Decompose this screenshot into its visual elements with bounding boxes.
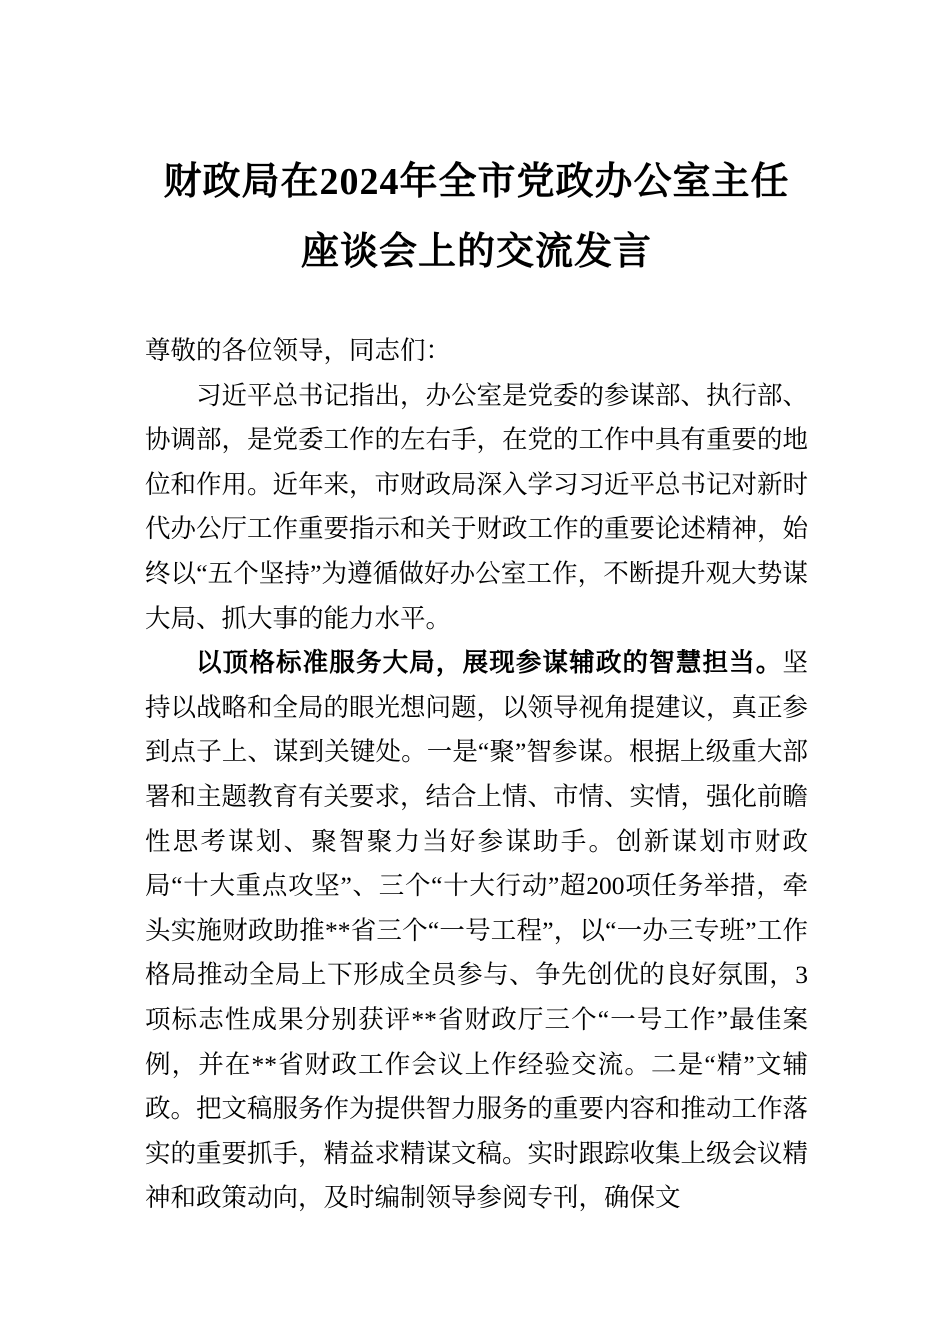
salutation-paragraph: 尊敬的各位领导，同志们： xyxy=(145,336,452,365)
document-title: 财政局在2024年全市党政办公室主任座谈会上的交流发言 xyxy=(163,161,790,273)
intro-paragraph: 习近平总书记指出，办公室是党委的参谋部、执行部、协调部，是党委工作的左右手，在党的工作中具有重要的地位和作用。近年来，市财政局深入学习习近平总书记对新时代办公厅工作重要指示和关于财政工作的重要论述精神，始终以“五个坚持”为遵循做好办公室工作，不断提升观大势谋大局、抓大事的能力水平。 xyxy=(145,380,809,633)
section-1-paragraph xyxy=(145,641,808,1221)
section-1-text: 坚持以战略和全局的眼光想问题，以领导视角提建议，真正参到点子上、谋到关键处。一是“聚”智参谋。根据上级重大部署和主题教育有关要求，结合上情、市情、实情，强化前瞻性思考谋划、聚智聚力当好参谋助手。创新谋划市财政局“十大重点攻坚”、三个“十大行动”超200项任务举措，牵头实施财政助推**省三个“一号工程”，以“一办三专班”工作格局推动全局上下形成全员参与、争先创优的良好氛围，3项标志性成果分别获评**省财政厅三个“一号工作”最佳案例，并在**省财政工作会议上作经验交流。二是“精”文辅政。把文稿服务作为提供智力服务的重要内容和推动工作落实的重要抓手，精益求精谋文稿。实时跟踪收集上级会议精神和政策动向，及时编制领导参阅专刊，确保文 xyxy=(145,648,809,1213)
section-1-heading: 以顶格标准服务大局，展现参谋辅政的智慧担当。 xyxy=(196,649,783,678)
document-body xyxy=(145,329,808,1221)
